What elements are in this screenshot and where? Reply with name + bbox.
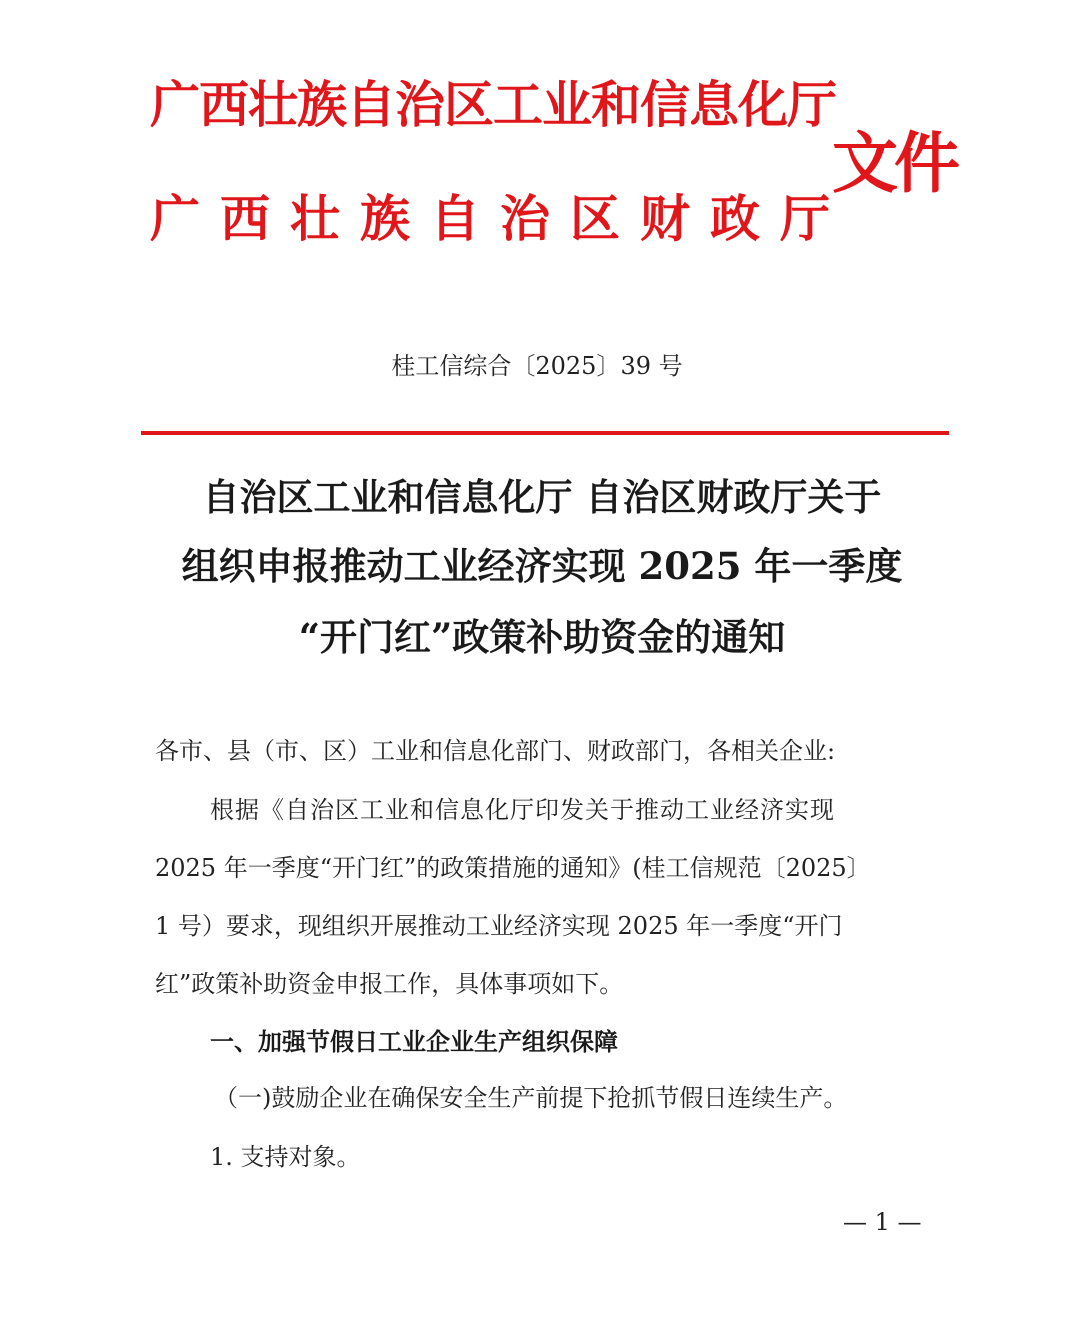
title-line-3: “开门红”政策补助资金的通知: [298, 615, 786, 659]
page-number: — 1 —: [843, 1208, 922, 1236]
document-number: 桂工信综合〔2025〕39 号: [391, 352, 683, 380]
section-heading-1: 一、加强节假日工业企业生产组织保障: [210, 1028, 618, 1056]
paragraph-line: 2025 年一季度“开门红”的政策措施的通知》(桂工信规范〔2025〕: [155, 854, 871, 882]
item-1: 1. 支持对象。: [210, 1143, 361, 1171]
paragraph-line: 根据《自治区工业和信息化厅印发关于推动工业经济实现: [210, 796, 835, 824]
subsection-heading-1: （一)鼓励企业在确保安全生产前提下抢抓节假日连续生产。: [214, 1084, 848, 1112]
issuer-line-1: 广西壮族自治区工业和信息化厅: [150, 75, 836, 134]
issuer-line-2: 广西壮族自治区财政厅: [150, 189, 850, 248]
document-type: 文件: [832, 124, 956, 202]
paragraph-line: 红”政策补助资金申报工作，具体事项如下。: [155, 970, 624, 998]
title-line-1: 自治区工业和信息化厅 自治区财政厅关于: [202, 475, 882, 519]
title-line-2: 组织申报推动工业经济实现 2025 年一季度: [181, 544, 903, 588]
addressee: 各市、县（市、区）工业和信息化部门、财政部门，各相关企业:: [155, 737, 836, 765]
paragraph-line: 1 号）要求，现组织开展推动工业经济实现 2025 年一季度“开门: [155, 912, 843, 940]
red-divider: [141, 431, 949, 435]
